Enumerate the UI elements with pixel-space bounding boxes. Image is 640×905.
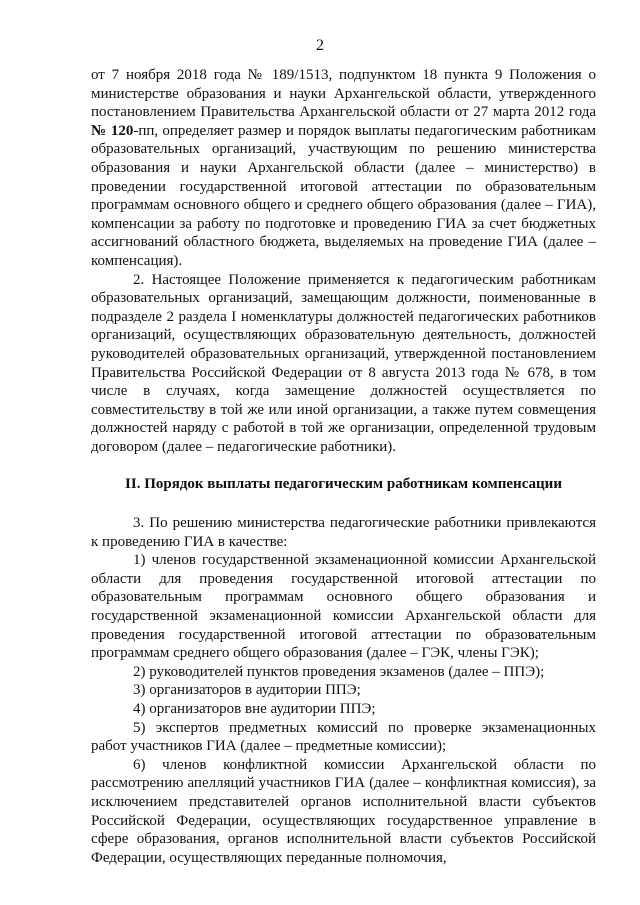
paragraph-intro-continuation [91,66,596,271]
list-item-1: 1) членов государственной экзаменационной комиссии Архангельской области для проведения государственной итоговой аттестации по образовательным программам основного общего образования и государственной экзаменационной комиссии Архангельской области для проведения государственной итоговой аттестации по образовательным программам среднего общего образования (далее – ГЭК, члены ГЭК); [91,552,596,662]
text-run: от 7 ноября 2018 года № 189/1513, подпунктом 18 пункта 9 Положения о министерстве образования и науки Архангельской области, утвержденного постановлением Правительства Архангельской области от 27 марта 2012 года [91,67,596,121]
list-item-3: 3) организаторов в аудитории ППЭ; [133,682,361,699]
text-run: 2. Настоящее Положение применяется к педагогическим работникам образовательных организаций, замещающим должности, поименованные в подразделе 2 раздела I номенклатуры должностей педагогических работников организаций, осуществляющих образовательную деятельность, должностей руководителей образовательных организаций, утвержденной постановлением Правительства Российской Федерации от 8 августа 2013 года № 678, в том числе в случаях, когда замещение должностей осуществляется по совместительству в той же или иной организации, а также путем совмещения должностей наряду с работой в той же организации, определенной трудовым договором (далее – педагогические работники). [91,271,596,455]
paragraph-clause-3: 3. По решению министерства педагогические работники привлекаются к проведению ГИА в качестве: [91,515,596,550]
list-item-4: 4) организаторов вне аудитории ППЭ; [133,701,376,717]
section-heading: II. Порядок выплаты педагогическим работникам компенсации [125,476,562,493]
decree-number-bold: № 120 [91,122,134,139]
page-number: 2 [316,37,324,54]
text-run: -пп, определяет размер и порядок выплаты педагогическим работникам образовательных организаций, участвующим по решению министерства образования и науки Архангельской области (далее – министерство) в проведении государственной итоговой аттестации по образовательным программам основного общего и среднего общего образования (далее – ГИА), компенсации за работу по подготовке и проведению ГИА за счет бюджетных ассигнований областного бюджета, выделяемых на проведение ГИА (далее – компенсация). [91,122,596,269]
list-item-6: 6) членов конфликтной комиссии Архангельской области по рассмотрению апелляций участников ГИА (далее – конфликтная комиссия), за исключением представителей органов исполнительной власти субъектов Российской Федерации, осуществляющих государственное управление в сфере образования, органов исполнительной власти субъектов Российской Федерации, осуществляющих переданные полномочия, [91,756,596,866]
paragraph-clause-2 [91,271,596,457]
document-body [91,66,596,867]
list-item-2: 2) руководителей пунктов проведения экзаменов (далее – ППЭ); [133,663,545,680]
list-item-5: 5) экспертов предметных комиссий по проверке экзаменационных работ участников ГИА (далее – предметные комиссии); [91,719,596,755]
